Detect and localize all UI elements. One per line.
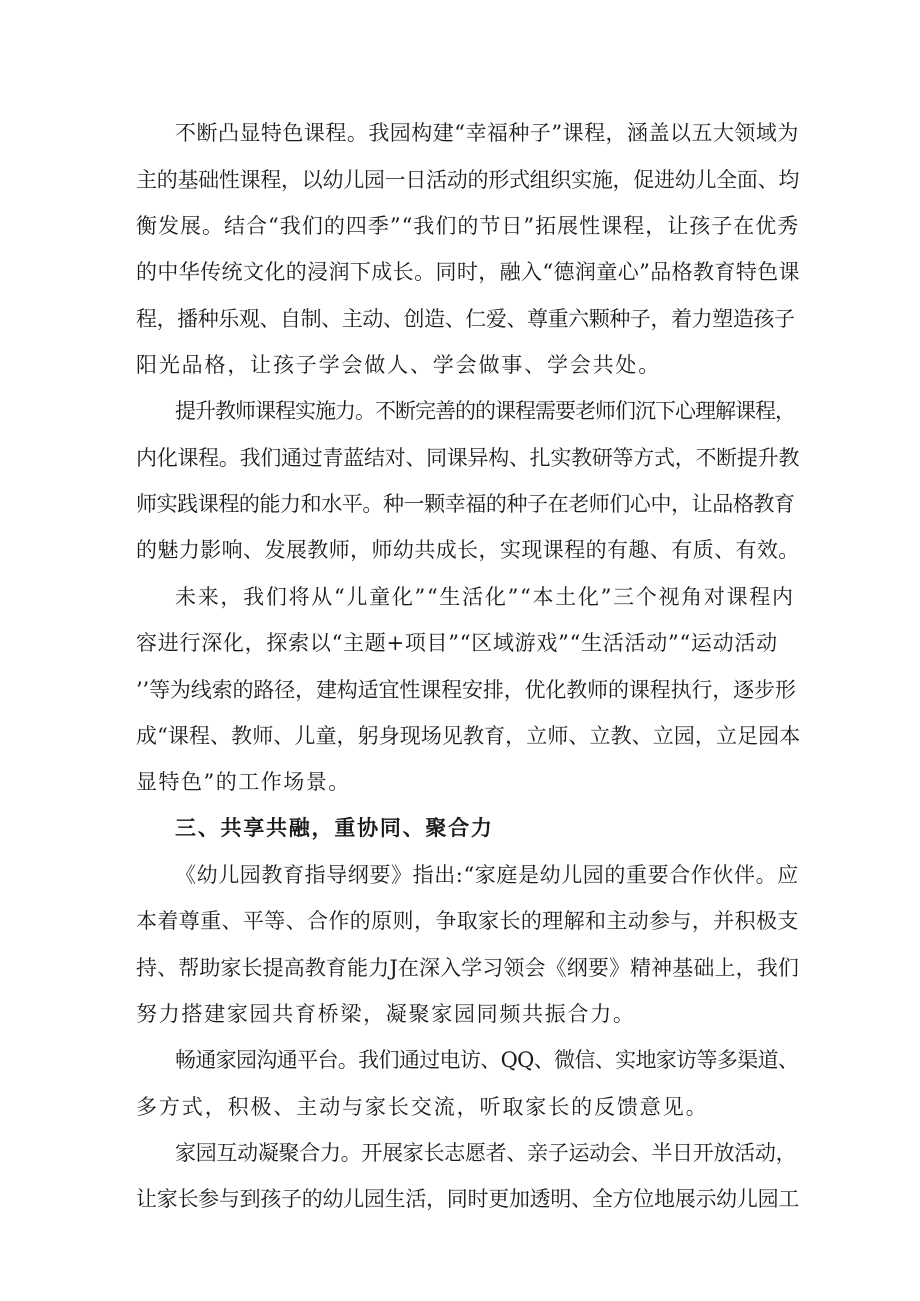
paragraph-1-line-3: 衡发展。结合“我们的四季”“我们的节日”拓展性课程，让孩子在优秀: [136, 214, 800, 238]
paragraph-1-line-5: 程，播种乐观、自制、主动、创造、仁爱、尊重六颗种子，着力塑造孩子: [136, 307, 795, 331]
paragraph-3-line-1: 未来，我们将从“儿童化”“生活化”“本土化”三个视角对课程内: [175, 585, 795, 609]
paragraph-3-line-2: 容进行深化，探索以“主题+项目”“区域游戏”“生活活动”“运动活动: [136, 631, 778, 655]
paragraph-4-line-4: 努力搭建家园共育桥梁，凝聚家园同频共振合力。: [136, 1002, 636, 1026]
paragraph-2-line-1: 提升教师课程实施力。不断完善的的课程需要老师们沉下心理解课程，: [175, 399, 795, 423]
paragraph-1-line-4: 的中华传统文化的浸润下成长。同时，融入“德润童心”品格教育特色课: [136, 260, 800, 284]
paragraph-4-line-2: 本着尊重、平等、合作的原则，争取家长的理解和主动参与，并积极支: [136, 909, 799, 933]
paragraph-1-line-6: 阳光品格，让孩子学会做人、学会做事、学会共处。: [136, 353, 662, 377]
paragraph-6-line-2: 让家长参与到孩子的幼儿园生活，同时更加透明、全方位地展示幼儿园工: [136, 1187, 800, 1211]
paragraph-1-line-2: 主的基础性课程，以幼儿园一日活动的形式组织实施，促进幼儿全面、均: [136, 168, 800, 192]
paragraph-1-line-1: 不断凸显特色课程。我园构建“幸福种子”课程，涵盖以五大领域为: [175, 121, 799, 145]
paragraph-3-line-5: 显特色”的工作场景。: [136, 770, 351, 794]
paragraph-4-line-1: 《幼儿园教育指导纲要》指出:“家庭是幼儿园的重要合作伙伴。应: [175, 863, 799, 887]
paragraph-5-line-2: 多方式，积极、主动与家长交流，听取家长的反馈意见。: [136, 1095, 709, 1119]
paragraph-2-line-2: 内化课程。我们通过青蓝结对、同课异构、扎实教研等方式，不断提升教: [136, 446, 800, 470]
section-heading: 三、共享共融，重协同、聚合力: [175, 816, 494, 840]
paragraph-3-line-3: ’’等为线索的路径，建构适宜性课程安排，优化教师的课程执行，逐步形: [136, 678, 796, 702]
paragraph-4-line-3: 持、帮助家长提高教育能力J在深入学习领会《纲要》精神基础上，我们: [136, 956, 799, 980]
paragraph-2-line-4: 的魅力影响、发展教师，师幼共成长，实现课程的有趣、有质、有效。: [136, 538, 800, 562]
paragraph-6-line-1: 家园互动凝聚合力。开展家长志愿者、亲子运动会、半日开放活动，: [175, 1141, 797, 1165]
paragraph-2-line-3: 师实践课程的能力和水平。种一颗幸福的种子在老师们心中，让品格教育: [136, 492, 795, 516]
paragraph-3-line-4: 成“课程、教师、儿童，躬身现场见教育，立师、立教、立园，立足园本: [136, 724, 801, 748]
paragraph-5-line-1: 畅通家园沟通平台。我们通过电访、QQ、微信、实地家访等多渠道、: [175, 1048, 799, 1072]
